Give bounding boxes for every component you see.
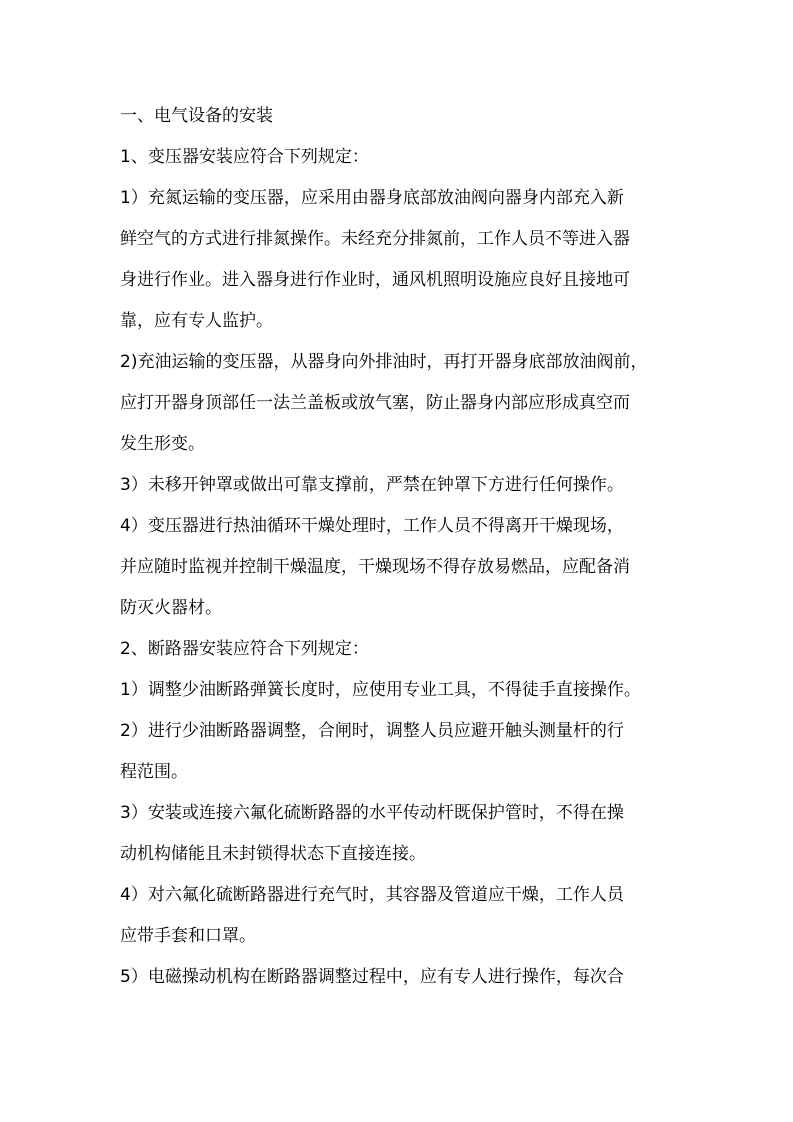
paragraph-line: 应带手套和口罩。 <box>120 926 256 946</box>
paragraph <box>120 347 680 460</box>
paragraph <box>120 183 680 337</box>
paragraph-line: 1）充氮运输的变压器，应采用由器身底部放油阀向器身内部充入新 <box>120 188 624 208</box>
paragraph-line: 靠，应有专人监护。 <box>120 311 273 331</box>
subsection-text: 1、变压器安装应符合下列规定： <box>120 147 369 167</box>
paragraph <box>120 470 680 501</box>
heading-text: 一、电气设备的安装 <box>120 106 273 126</box>
paragraph-line: 3）未移开钟罩或做出可靠支撑前，严禁在钟罩下方进行任何操作。 <box>120 475 624 495</box>
paragraph-line: 1）调整少油断路弹簧长度时，应使用专业工具，不得徒手直接操作。 <box>120 680 641 700</box>
paragraph-line: 应打开器身顶部任一法兰盖板或放气塞，防止器身内部应形成真空而 <box>120 393 630 413</box>
paragraph-line: 4）变压器进行热油循环干燥处理时，工作人员不得离开干燥现场， <box>120 516 624 536</box>
subsection-heading <box>120 634 680 665</box>
paragraph-line: 3）安装或连接六氟化硫断路器的水平传动杆既保护管时，不得在操 <box>120 803 624 823</box>
subsection-heading <box>120 142 680 173</box>
paragraph-line: 鲜空气的方式进行排氮操作。未经充分排氮前，工作人员不等进入器 <box>120 229 630 249</box>
subsection-text: 2、断路器安装应符合下列规定： <box>120 639 369 659</box>
paragraph-line: 5）电磁操动机构在断路器调整过程中，应有专人进行操作，每次合 <box>120 967 624 987</box>
paragraph-line: 防灭火器材。 <box>120 598 222 618</box>
paragraph <box>120 880 680 952</box>
section-heading <box>120 101 680 132</box>
paragraph-line: 身进行作业。进入器身进行作业时，通风机照明设施应良好且接地可 <box>120 270 630 290</box>
paragraph-line: 动机构储能且未封锁得状态下直接连接。 <box>120 844 426 864</box>
paragraph <box>120 798 680 870</box>
paragraph-line: 2)充油运输的变压器，从器身向外排油时，再打开器身底部放油阀前， <box>120 352 648 372</box>
paragraph-line: 程范围。 <box>120 762 188 782</box>
paragraph-line: 4）对六氟化硫断路器进行充气时，其容器及管道应干燥，工作人员 <box>120 885 624 905</box>
paragraph <box>120 962 680 993</box>
paragraph-line: 发生形变。 <box>120 434 205 454</box>
paragraph <box>120 675 680 706</box>
paragraph <box>120 716 680 788</box>
paragraph <box>120 511 680 624</box>
paragraph-line: 2）进行少油断路器调整，合闸时，调整人员应避开触头测量杆的行 <box>120 721 624 741</box>
paragraph-line: 并应随时监视并控制干燥温度，干燥现场不得存放易燃品，应配备消 <box>120 557 630 577</box>
document-body <box>120 101 680 1003</box>
